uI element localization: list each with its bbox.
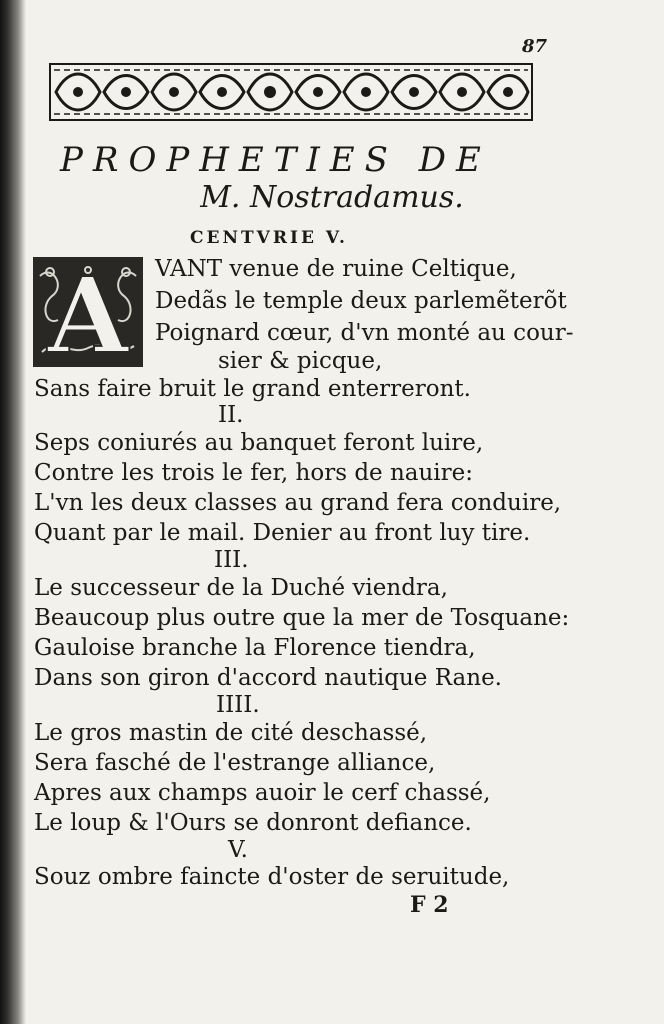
verse-line: Le loup & l'Ours se donront defiance. — [34, 810, 472, 836]
page-gutter-shadow — [0, 0, 26, 1024]
verse-line: Gauloise branche la Florence tiendra, — [34, 635, 476, 661]
verse-line: Dans son giron d'accord nautique Rane. — [34, 665, 502, 691]
verse-line: Beaucoup plus outre que la mer de Tosquane: — [34, 605, 570, 631]
headpiece-ornament — [48, 60, 534, 124]
quatrain-numeral: III. — [214, 547, 249, 573]
page-title: PROPHETIES DE — [60, 140, 491, 180]
verse-line: Quant par le mail. Denier au front luy tire. — [34, 520, 531, 546]
verse-line: Le gros mastin de cité deschassé, — [34, 720, 428, 746]
verse-line: Poignard cœur, d'vn monté au cour- — [155, 320, 574, 346]
verse-line: Dedãs le temple deux parlemẽterõt — [155, 288, 567, 314]
verse-line: Contre les trois le fer, hors de nauire: — [34, 460, 474, 486]
quatrain-numeral: IIII. — [216, 692, 260, 718]
verse-line: Souz ombre faincte d'oster de seruitude, — [34, 864, 510, 890]
verse-line: L'vn les deux classes au grand fera conduire, — [34, 490, 562, 516]
page-number: 87 — [522, 36, 548, 57]
verse-line: Sans faire bruit le grand enterreront. — [34, 376, 471, 402]
author-line: M. Nostradamus. — [200, 180, 464, 215]
decorated-dropcap — [32, 256, 144, 368]
verse-line: Seps coniurés au banquet feront luire, — [34, 430, 484, 456]
verse-line: VANT venue de ruine Celtique, — [155, 256, 517, 282]
quatrain-numeral: V. — [228, 837, 248, 863]
verse-line: Apres aux champs auoir le cerf chassé, — [34, 780, 491, 806]
quatrain-numeral: II. — [218, 402, 244, 428]
verse-line: sier & picque, — [218, 348, 383, 374]
dropcap-letter: A — [47, 256, 129, 368]
verse-line: Le successeur de la Duché viendra, — [34, 575, 448, 601]
verse-line: Sera fasché de l'estrange alliance, — [34, 750, 436, 776]
catchword-signature: F 2 — [410, 892, 449, 918]
century-heading: CENTVRIE V. — [190, 228, 348, 248]
